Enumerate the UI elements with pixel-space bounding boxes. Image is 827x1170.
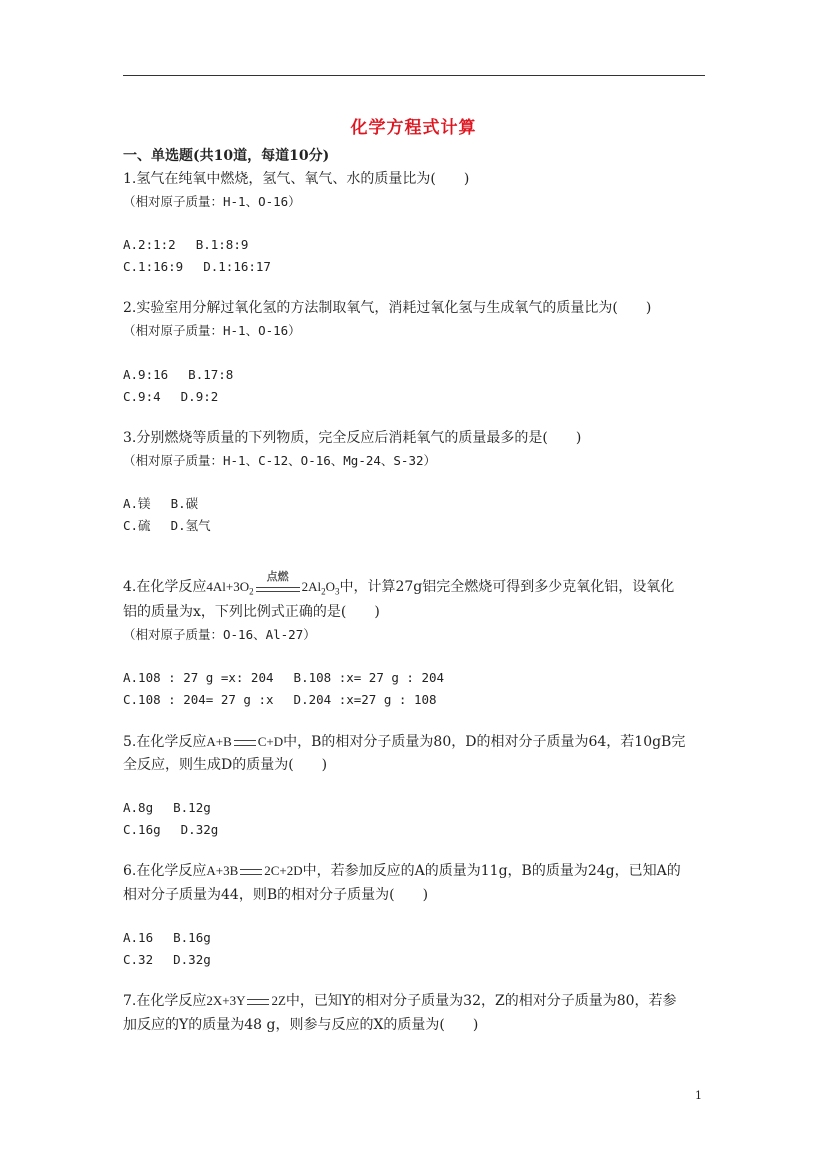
header-rule [123, 75, 705, 76]
question-7-stem [123, 990, 677, 1010]
question-4-note: （相对原子质量：O-16、Al-27） [123, 627, 316, 642]
equation-right: 2Z [271, 993, 286, 1008]
reaction-condition-arrow [256, 569, 300, 592]
question-1-note: （相对原子质量：H-1、O-16） [123, 194, 301, 209]
equation-left: A+3B [206, 863, 239, 878]
question-4-stem-pre: 4.在化学反应 [123, 579, 207, 595]
question-6-options-cd: C.32 D.32g [123, 952, 211, 967]
question-6-stem-post: 中，若参加反应的A的质量为11g，B的质量为24g，已知A的 [302, 863, 681, 879]
question-3-options-ab: A.镁 B.碳 [123, 496, 199, 511]
question-1-stem: 1.氢气在纯氧中燃烧，氢气、氧气、水的质量比为( ) [123, 171, 470, 187]
equation-right: C+D [257, 734, 284, 749]
question-7-equation [206, 993, 286, 1009]
equation-left: 2X+3Y [206, 993, 246, 1008]
question-2-options-cd: C.9:4 D.9:2 [123, 389, 219, 404]
question-2-note: （相对原子质量：H-1、O-16） [123, 323, 301, 338]
equation-left: A+B [206, 734, 232, 749]
equation-left: 4Al+3O [206, 579, 250, 594]
question-5-stem-line2: 全反应，则生成D的质量为( ) [123, 757, 328, 773]
question-5-stem [123, 731, 685, 751]
question-7-stem-line2: 加反应的Y的质量为48 g，则参与反应的X的质量为( ) [123, 1017, 479, 1033]
question-1-options-cd: C.1:16:9 D.1:16:17 [123, 259, 271, 274]
question-6-stem [123, 860, 681, 880]
question-3-options-cd: C.硫 D.氢气 [123, 518, 211, 533]
question-2-options-ab: A.9:16 B.17:8 [123, 367, 234, 382]
equation-right: 2C+2D [264, 863, 303, 878]
equation-right-mid: O [325, 579, 335, 594]
question-4-stem-post: 中，计算27g铝完全燃烧可得到多少克氧化铝，设氧化 [339, 579, 675, 595]
question-4-options-cd: C.108 : 204= 27 g :x D.204 :x=27 g : 108 [123, 692, 437, 707]
equals-sign [234, 740, 256, 746]
equation-right-subscript-2: 3 [334, 586, 340, 597]
equation-right-subscript-1: 2 [321, 586, 326, 597]
question-4-options-ab: A.108 : 27 g =x: 204 B.108 :x= 27 g : 204 [123, 670, 445, 685]
question-2-stem: 2.实验室用分解过氧化氢的方法制取氧气，消耗过氧化氢与生成氧气的质量比为( ) [123, 300, 652, 316]
question-1-options-ab: A.2:1:2 B.1:8:9 [123, 237, 249, 252]
question-4-stem [123, 569, 675, 597]
question-6-equation [206, 863, 302, 879]
question-4-stem-line2: 铝的质量为x，下列比例式正确的是( ) [123, 604, 380, 620]
question-3-stem: 3.分别燃烧等质量的下列物质，完全反应后消耗氧气的质量最多的是( ) [123, 430, 582, 446]
section-heading: 一、单选题(共10道，每道10分) [123, 148, 330, 164]
question-5-stem-post: 中，B的相对分子质量为80，D的相对分子质量为64，若10gB完 [283, 734, 686, 750]
question-4-equation [206, 569, 340, 597]
reaction-condition: 点燃 [266, 569, 289, 583]
question-6-stem-line2: 相对分子质量为44，则B的相对分子质量为( ) [123, 887, 429, 903]
equation-right: 2Al [301, 579, 322, 594]
question-6-options-ab: A.16 B.16g [123, 930, 211, 945]
question-5-options-ab: A.8g B.12g [123, 800, 211, 815]
equals-sign [240, 869, 262, 875]
question-5-stem-pre: 5.在化学反应 [123, 734, 207, 750]
question-7-stem-pre: 7.在化学反应 [123, 993, 207, 1009]
question-5-equation [206, 734, 283, 750]
question-3-note: （相对原子质量：H-1、C-12、O-16、Mg-24、S-32） [123, 453, 437, 468]
question-5-options-cd: C.16g D.32g [123, 822, 219, 837]
equation-left-subscript: 2 [249, 586, 254, 597]
question-6-stem-pre: 6.在化学反应 [123, 863, 207, 879]
question-7-stem-post: 中，已知Y的相对分子质量为32，Z的相对分子质量为80，若参 [285, 993, 677, 1009]
equals-sign [247, 999, 269, 1005]
page-title: 化学方程式计算 [350, 118, 477, 138]
page-number: 1 [695, 1089, 702, 1102]
